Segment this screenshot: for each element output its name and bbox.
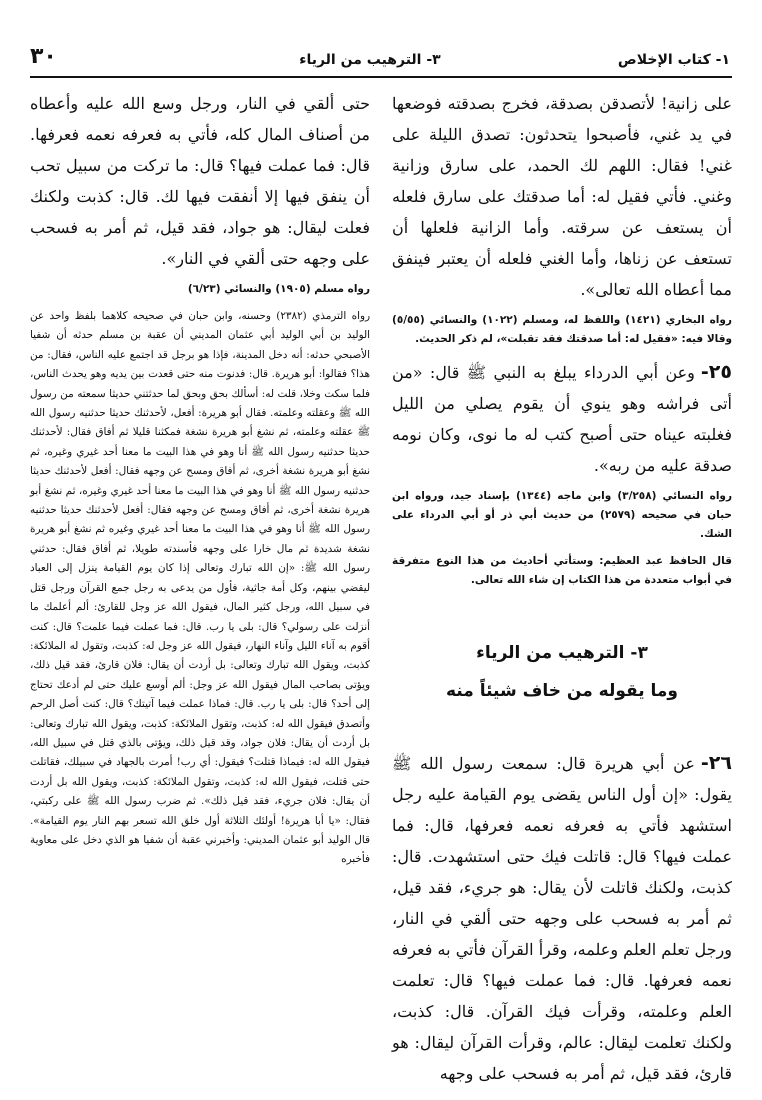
hadith-25: [392, 357, 732, 481]
hadith-25-text: وعن أبي الدرداء يبلغ به النبي ﷺ قال: «من أتى فراشه وهو ينوي أن يقوم يصلي من الليل فغلبته عيناه حتى أصبح كتب له ما نوى، وكان نومه صدقة عليه من ربه».: [392, 363, 732, 475]
running-chapter-title: ٣- الترهيب من الرياء: [299, 52, 441, 68]
hadith-number-26: ٢٦-: [700, 752, 732, 774]
book-title: ١- كتاب الإخلاص: [617, 52, 730, 68]
header-rule: [30, 76, 732, 78]
hadith-number-25: ٢٥-: [700, 361, 732, 383]
chapter-title: ٣- الترهيب من الرياء: [476, 643, 648, 663]
right-column: [392, 88, 732, 1095]
source-note-26: رواه مسلم (١٩٠٥) والنسائي (٦/٢٣): [187, 283, 370, 295]
source-note-24: رواه البخاري (١٤٢١) واللفظ له، ومسلم (١٠٢٢) والنسائي (٥/٥٥) وقالا فيه: «فقيل له: أما صدقتك فقد تقبلت»، لم ذكر الحديث.: [392, 314, 732, 345]
hadith-26: [392, 748, 732, 1089]
source-note-25: رواه النسائي (٣/٢٥٨) وابن ماجه (١٣٤٤) بإسناد جيد، ورواه ابن حبان في صحيحه (٢٥٧٩) من حديث أبي ذر أو أبي الدرداء على الشك.: [392, 490, 732, 540]
tirmidhi-narration: رواه الترمذي (٢٣٨٢) وحسنه، وابن حبان في صحيحه كلاهما بلفظ واحد عن الوليد بن أبي الوليد أبي عثمان المديني أن عقبة بن مسلم حدثه أن شفيا الأصبحي حدثه: أنه دخل المدينة، فإذا هو برجل قد اجتمع عليه الناس، فقال: من هذا؟ فقالوا: أبو هريرة. قال: فدنوت منه حتى قعدت بين يديه وهو يحدث الناس، فلما سكت وخلا، قلت له: أسألك بحق وبحق لما حدثتني حديثا سمعته من رسول الله ﷺ وعقلته وعلمته. فقال أبو هريرة: أفعل، لأحدثنك حديثا حدثنيه رسول الله ﷺ عقلته وعلمته، ثم نشغ أبو هريرة نشغة فمكثنا قليلا ثم أفاق فقال: لأحدثنك حديثا حدثنيه رسول الله ﷺ أنا وهو في هذا البيت ما معنا أحد غيري وغيره، ثم نشغ أبو هريرة نشغة أخرى، ثم أفاق ومسح عن وجهه فقال: أفعل لأحدثنك حديثا حدثنيه رسول الله ﷺ أنا وهو في هذا البيت ما معنا أحد غيري وغيره، ثم نشغ أبو هريرة نشغة أخرى، ثم أفاق ومسح عن وجهه فقال: أفعل لأحدثنك حديثا حدثنيه رسول الله ﷺ أنا وهو في هذا البيت ما معنا أحد غيري وغيره ثم نشغ أبو هريرة نشغة شديدة ثم مال خارا على وجهه فأسندته طويلا، ثم أفاق فقال: حدثني رسول الله ﷺ: «إن الله تبارك وتعالى إذا كان يوم القيامة ينزل إلى العباد ليقضي بينهم، وكل أمة جاثية، فأول من يدعى به رجل جمع القرآن ورجل قتل في سبيل الله، ورجل كثير المال، فيقول الله عز وجل للقارئ: ألم أعلمك ما أنزلت على رسولي؟ قال: بلى يا رب. قال: فما عملت فيما علمت؟ قال: كنت أقوم به آناء الليل وآناء النهار، فيقول الله عز وجل له: كذبت، وتقول له الملائكة: كذبت، ويقول الله تبارك وتعالى: بل أردت أن يقال: فلان قارئ، فقد قيل ذلك، ويؤتى بصاحب المال فيقول الله عز وجل: ألم أوسع عليك حتى لم أدعك تحتاج إلى أحد؟ قال: بلى يا رب. قال: فماذا عملت فيما آتيتك؟ قال: كنت أصل الرحم وأتصدق فيقول الله له: كذبت، وتقول الملائكة: كذبت، ويقول الله تبارك وتعالى: بل أردت أن يقال: فلان جواد، وقد قيل ذلك، ويؤتى بالذي قتل في سبيل الله، فيقول الله له: فيماذا قتلت؟ فيقول: أي رب! أمرت بالجهاد في سبيلك، فقاتلت حتى قتلت، فيقول الله له: كذبت، وتقول الملائكة: كذبت، ويقول الله بل أردت أن يقال: فلان جريء، فقد قيل ذلك». ثم ضرب رسول الله ﷺ على ركبتي، فقال: «يا أبا هريرة! أولئك الثلاثة أول خلق الله تسعر بهم النار يوم القيامة». قال الوليد أبو عثمان المديني: وأخبرني عقبة أن شفيا هو الذي دخل على معاوية فأخبره: [30, 310, 370, 866]
page-header: [30, 44, 730, 74]
editor-note: قال الحافظ عبد العظيم: وستأتي أحاديث من هذا النوع متفرقة في أبواب متعددة من هذا الكتاب إن شاء الله تعالى.: [392, 555, 732, 586]
hadith-26-continued: حتى ألقي في النار، ورجل وسع الله عليه وأعطاه من أصناف المال كله، فأتي به فعرفه نعمه فعرفها. قال: فما عملت فيها؟ قال: ما تركت من سبيل تحب أن ينفق فيها إلا أنفقت فيها لك. قال: كذبت ولكنك فعلت ليقال: هو جواد، فقد قيل، ثم أمر به فسحب على وجهه حتى ألقي في النار».: [30, 94, 370, 268]
hadith-24-end: على زانية! لأتصدقن بصدقة، فخرج بصدقته فوضعها في يد غني، فأصبحوا يتحدثون: تصدق الليلة على غني! فقال: اللهم لك الحمد، على سارق وزانية وغني. فأتي فقيل له: أما صدقتك على سارق فلعله أن يستعف عن سرقته. وأما الزانية فلعلها أن تستعف عن زناها، وأما الغني فلعله أن يعتبر فينفق مما أعطاه الله تعالى».: [392, 94, 732, 299]
left-column: [30, 88, 370, 876]
hadith-26-text: عن أبي هريرة قال: سمعت رسول الله ﷺ يقول: «إن أول الناس يقضى يوم القيامة عليه رجل استشهد فأتي به فعرفه نعمه فعرفها، قال: فما عملت فيها؟ قال: قاتلت فيك حتى استشهدت. قال: كذبت، ولكنك قاتلت لأن يقال: هو جريء، فقد قيل، ثم أمر به فسحب على وجهه حتى ألقي في النار، ورجل تعلم العلم وعلمه، وقرأ القرآن فأتي به فعرفه نعمه فعرفها. قال: فما عملت فيها؟ قال: تعلمت العلم وعلمته، وقرأت فيك القرآن. قال: كذبت، ولكنك تعلمت ليقال: عالم، وقرأت القرآن ليقال: هو قارئ، فقد قيل، ثم أمر به فسحب على وجهه: [392, 754, 732, 1083]
chapter-subtitle: وما يقوله من خاف شيئاً منه: [446, 681, 678, 701]
page-number: ٣٠: [30, 44, 57, 69]
